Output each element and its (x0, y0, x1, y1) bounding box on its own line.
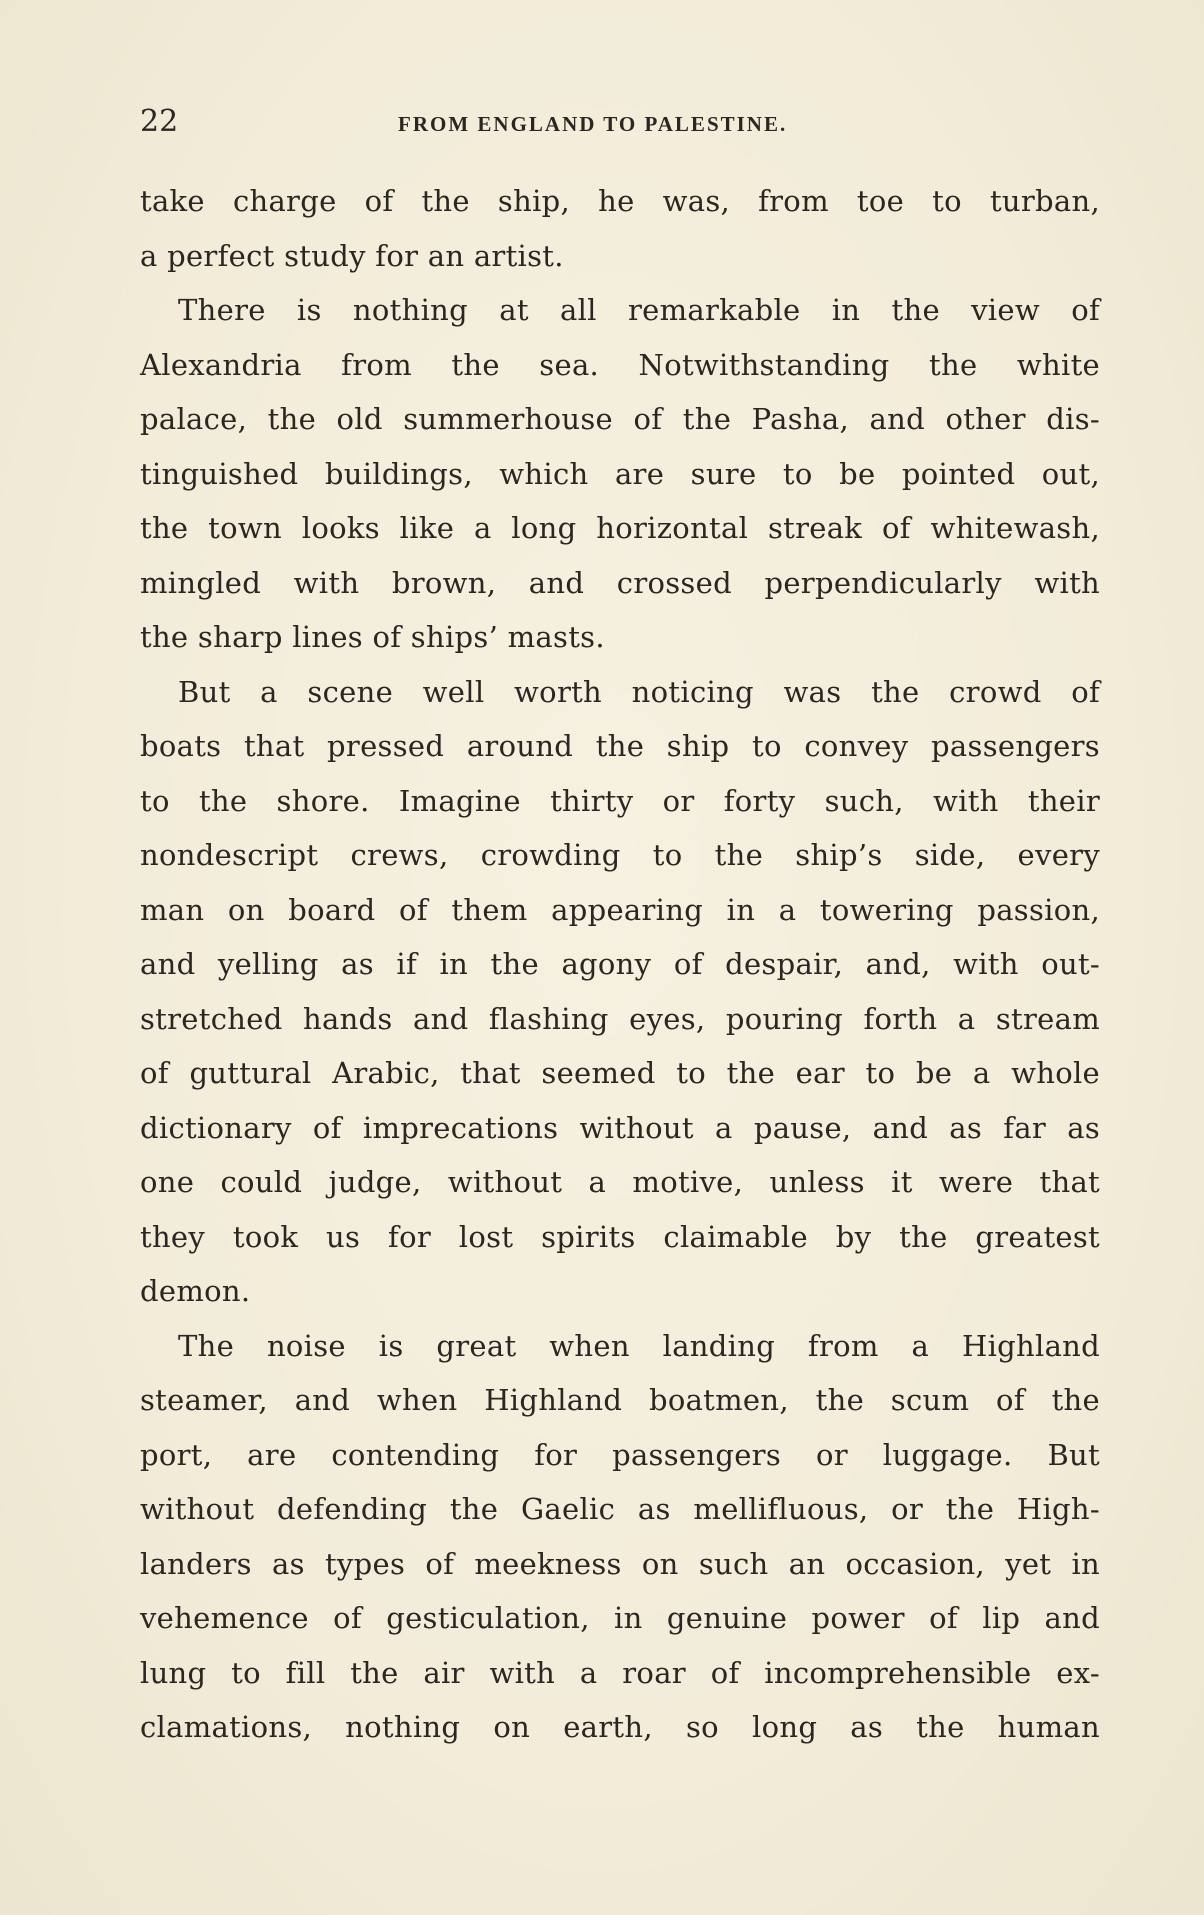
text-line: one could judge, without a motive, unless it were that (140, 1165, 1100, 1199)
text-line: But a scene well worth noticing was the crowd of (178, 674, 1100, 709)
text-line: mingled with brown, and crossed perpendicularly with (140, 565, 1100, 600)
running-head: FROM ENGLAND TO PALESTINE. (398, 112, 788, 136)
page-number: 22 (140, 104, 179, 139)
text-line: landers as types of meekness on such an occasion, yet in (140, 1546, 1100, 1581)
text-line: vehemence of gesticulation, in genuine power of lip and (140, 1601, 1100, 1635)
text-line: port, are contending for passengers or luggage. But (140, 1437, 1100, 1472)
text-line: man on board of them appearing in a towering passion, (140, 892, 1100, 927)
text-line: of guttural Arabic, that seemed to the ear to be a whole (140, 1056, 1100, 1090)
body-text (140, 174, 1100, 1755)
text-line: demon. (140, 1274, 251, 1308)
text-line: and yelling as if in the agony of despair, and, with out- (140, 947, 1100, 981)
page-header (140, 100, 1100, 144)
text-line: The noise is great when landing from a Highland (178, 1328, 1100, 1363)
text-line: they took us for lost spirits claimable by the greatest (140, 1219, 1100, 1254)
text-line: steamer, and when Highland boatmen, the scum of the (140, 1383, 1100, 1417)
text-line: Alexandria from the sea. Notwithstanding the white (140, 347, 1100, 382)
text-line: dictionary of imprecations without a pause, and as far as (140, 1110, 1100, 1145)
text-line: clamations, nothing on earth, so long as the human (140, 1710, 1100, 1744)
text-line: a perfect study for an artist. (140, 238, 564, 273)
text-line: stretched hands and flashing eyes, pouring forth a stream (140, 1001, 1100, 1036)
text-line: boats that pressed around the ship to convey passengers (140, 729, 1100, 763)
text-line: without defending the Gaelic as mellifluous, or the High- (140, 1492, 1100, 1526)
text-line: the sharp lines of ships’ masts. (140, 620, 605, 654)
text-line: the town looks like a long horizontal streak of whitewash, (140, 511, 1100, 545)
text-line: to the shore. Imagine thirty or forty such, with their (140, 783, 1100, 818)
text-line: take charge of the ship, he was, from toe to turban, (140, 184, 1100, 218)
text-line: lung to fill the air with a roar of incomprehensible ex- (140, 1655, 1100, 1690)
text-line: palace, the old summerhouse of the Pasha, and other dis- (140, 402, 1100, 436)
text-line: nondescript crews, crowding to the ship’s side, every (140, 838, 1100, 872)
text-line: tinguished buildings, which are sure to be pointed out, (140, 456, 1100, 491)
text-line: There is nothing at all remarkable in the view of (178, 293, 1100, 327)
